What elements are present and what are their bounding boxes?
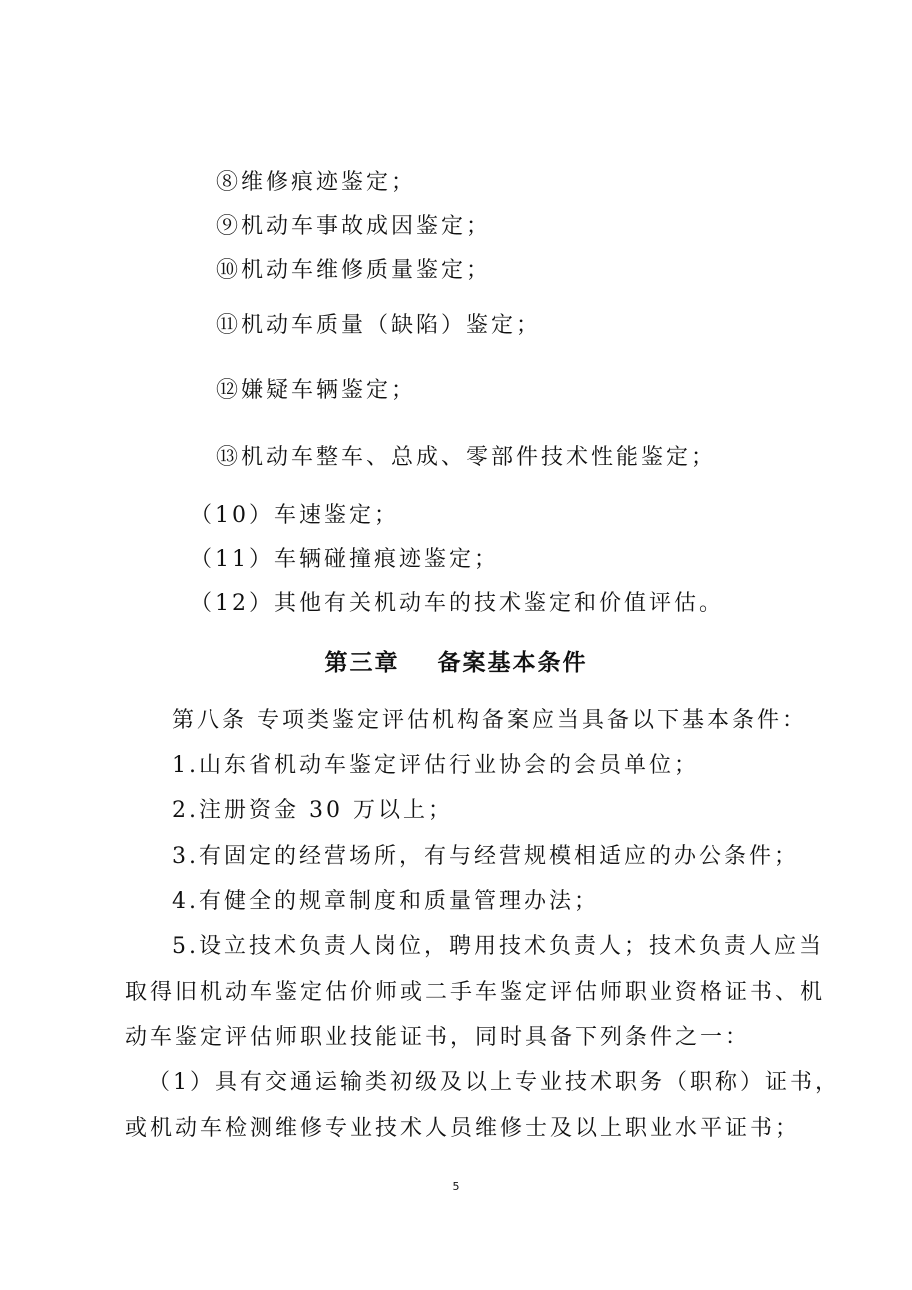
condition-5-continuation-2: 动车鉴定评估师职业技能证书，同时具备下列条件之一： [125, 1025, 751, 1050]
condition-1: 1.山东省机动车鉴定评估行业协会的会员单位； [172, 753, 699, 778]
sub-item-13: ⑬机动车整车、总成、零部件技术性能鉴定； [216, 445, 717, 470]
item-11: （11）车辆碰撞痕迹鉴定； [190, 547, 499, 572]
condition-5: 5.设立技术负责人岗位，聘用技术负责人；技术负责人应当 [172, 934, 824, 959]
option-1-line-2: 或机动车检测维修专业技术人员维修士及以上职业水平证书； [125, 1116, 801, 1141]
condition-3: 3.有固定的经营场所，有与经营规模相适应的办公条件； [172, 844, 799, 869]
chapter-number: 第三章 [324, 650, 400, 676]
article-8-intro: 第八条 专项类鉴定评估机构备案应当具备以下基本条件： [172, 708, 807, 733]
item-10: （10）车速鉴定； [190, 503, 399, 528]
sub-item-9: ⑨机动车事故成因鉴定； [216, 214, 492, 239]
page-number: 5 [452, 1180, 460, 1193]
condition-2: 2.注册资金 30 万以上； [172, 798, 453, 823]
option-1-line-1: （1）具有交通运输类初级及以上专业技术职务（职称）证书， [148, 1070, 840, 1095]
sub-item-10: ⑩机动车维修质量鉴定； [216, 258, 492, 283]
sub-item-12: ⑫嫌疑车辆鉴定； [216, 378, 417, 403]
chapter-heading [0, 647, 912, 679]
sub-item-8: ⑧维修痕迹鉴定； [216, 170, 417, 195]
item-12: （12）其他有关机动车的技术鉴定和价值评估。 [190, 591, 724, 616]
condition-4: 4.有健全的规章制度和质量管理办法； [172, 889, 599, 914]
condition-5-continuation-1: 取得旧机动车鉴定估价师或二手车鉴定评估师职业资格证书、机 [125, 980, 826, 1005]
chapter-title: 备案基本条件 [437, 650, 588, 676]
sub-item-11: ⑪机动车质量（缺陷）鉴定； [216, 313, 542, 338]
